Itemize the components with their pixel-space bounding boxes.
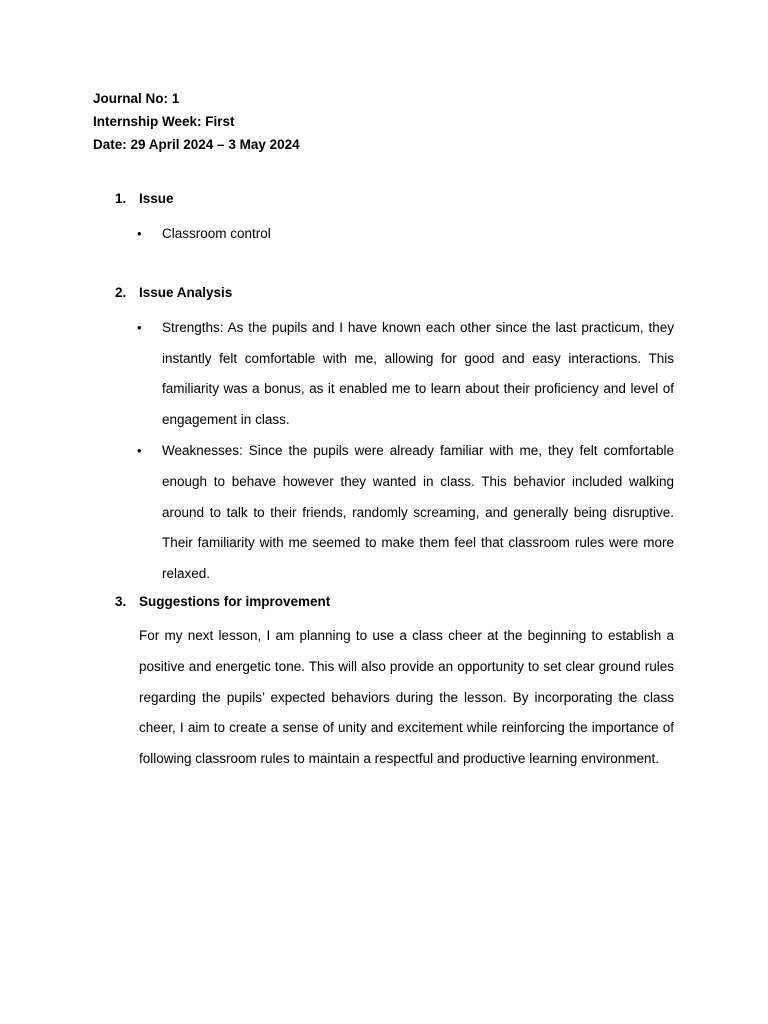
bullet-icon: • <box>137 319 142 335</box>
bullet-text: Classroom control <box>162 226 271 241</box>
section-suggestions <box>93 591 674 775</box>
journal-sections <box>93 188 674 775</box>
bullet-icon: • <box>137 226 142 241</box>
bullet-text-weaknesses: Weaknesses: Since the pupils were already familiar with me, they felt comfortable enough to behave however they wanted in class. This behavior included walking around to talk to their friends, randomly screaming, and generally being disruptive. Their familiarity with me seemed to make them feel that classroom rules were more relaxed. <box>162 442 674 582</box>
internship-week: Internship Week: First <box>93 114 235 129</box>
section-title: Suggestions for improvement <box>139 593 331 609</box>
bullet-list <box>93 219 674 250</box>
bullet-text-strengths: Strengths: As the pupils and I have known each other since the last practicum, they instantly felt comfortable with me, allowing for good and easy interactions. This familiarity was a bonus, as it enabled me to learn about their proficiency and level of engagement in class. <box>162 319 674 428</box>
bullet-icon: • <box>137 442 142 458</box>
section-heading <box>93 591 674 613</box>
list-item <box>93 219 674 250</box>
suggestion-paragraph: For my next lesson, I am planning to use a class cheer at the beginning to establish a positive and energetic tone. This will also provide an opportunity to set clear ground rules regarding the pupils’ expected behaviors during the lesson. By incorporating the class cheer, I aim to create a sense of unity and excitement while reinforcing the importance of following classroom rules to maintain a respectful and productive learning environment. <box>139 627 674 767</box>
journal-number: Journal No: 1 <box>93 91 180 106</box>
section-title: Issue Analysis <box>139 284 233 300</box>
list-item <box>93 313 674 436</box>
section-number: 1. <box>115 191 127 206</box>
section-title: Issue <box>139 191 174 206</box>
section-heading <box>93 282 674 304</box>
bullet-list <box>93 313 674 590</box>
section-number: 3. <box>115 593 127 609</box>
section-heading <box>93 188 674 210</box>
list-item <box>93 436 674 590</box>
journal-header <box>93 87 674 156</box>
journal-date: Date: 29 April 2024 – 3 May 2024 <box>93 137 300 152</box>
section-issue-analysis <box>93 282 674 590</box>
section-number: 2. <box>115 284 127 300</box>
section-issue <box>93 188 674 250</box>
